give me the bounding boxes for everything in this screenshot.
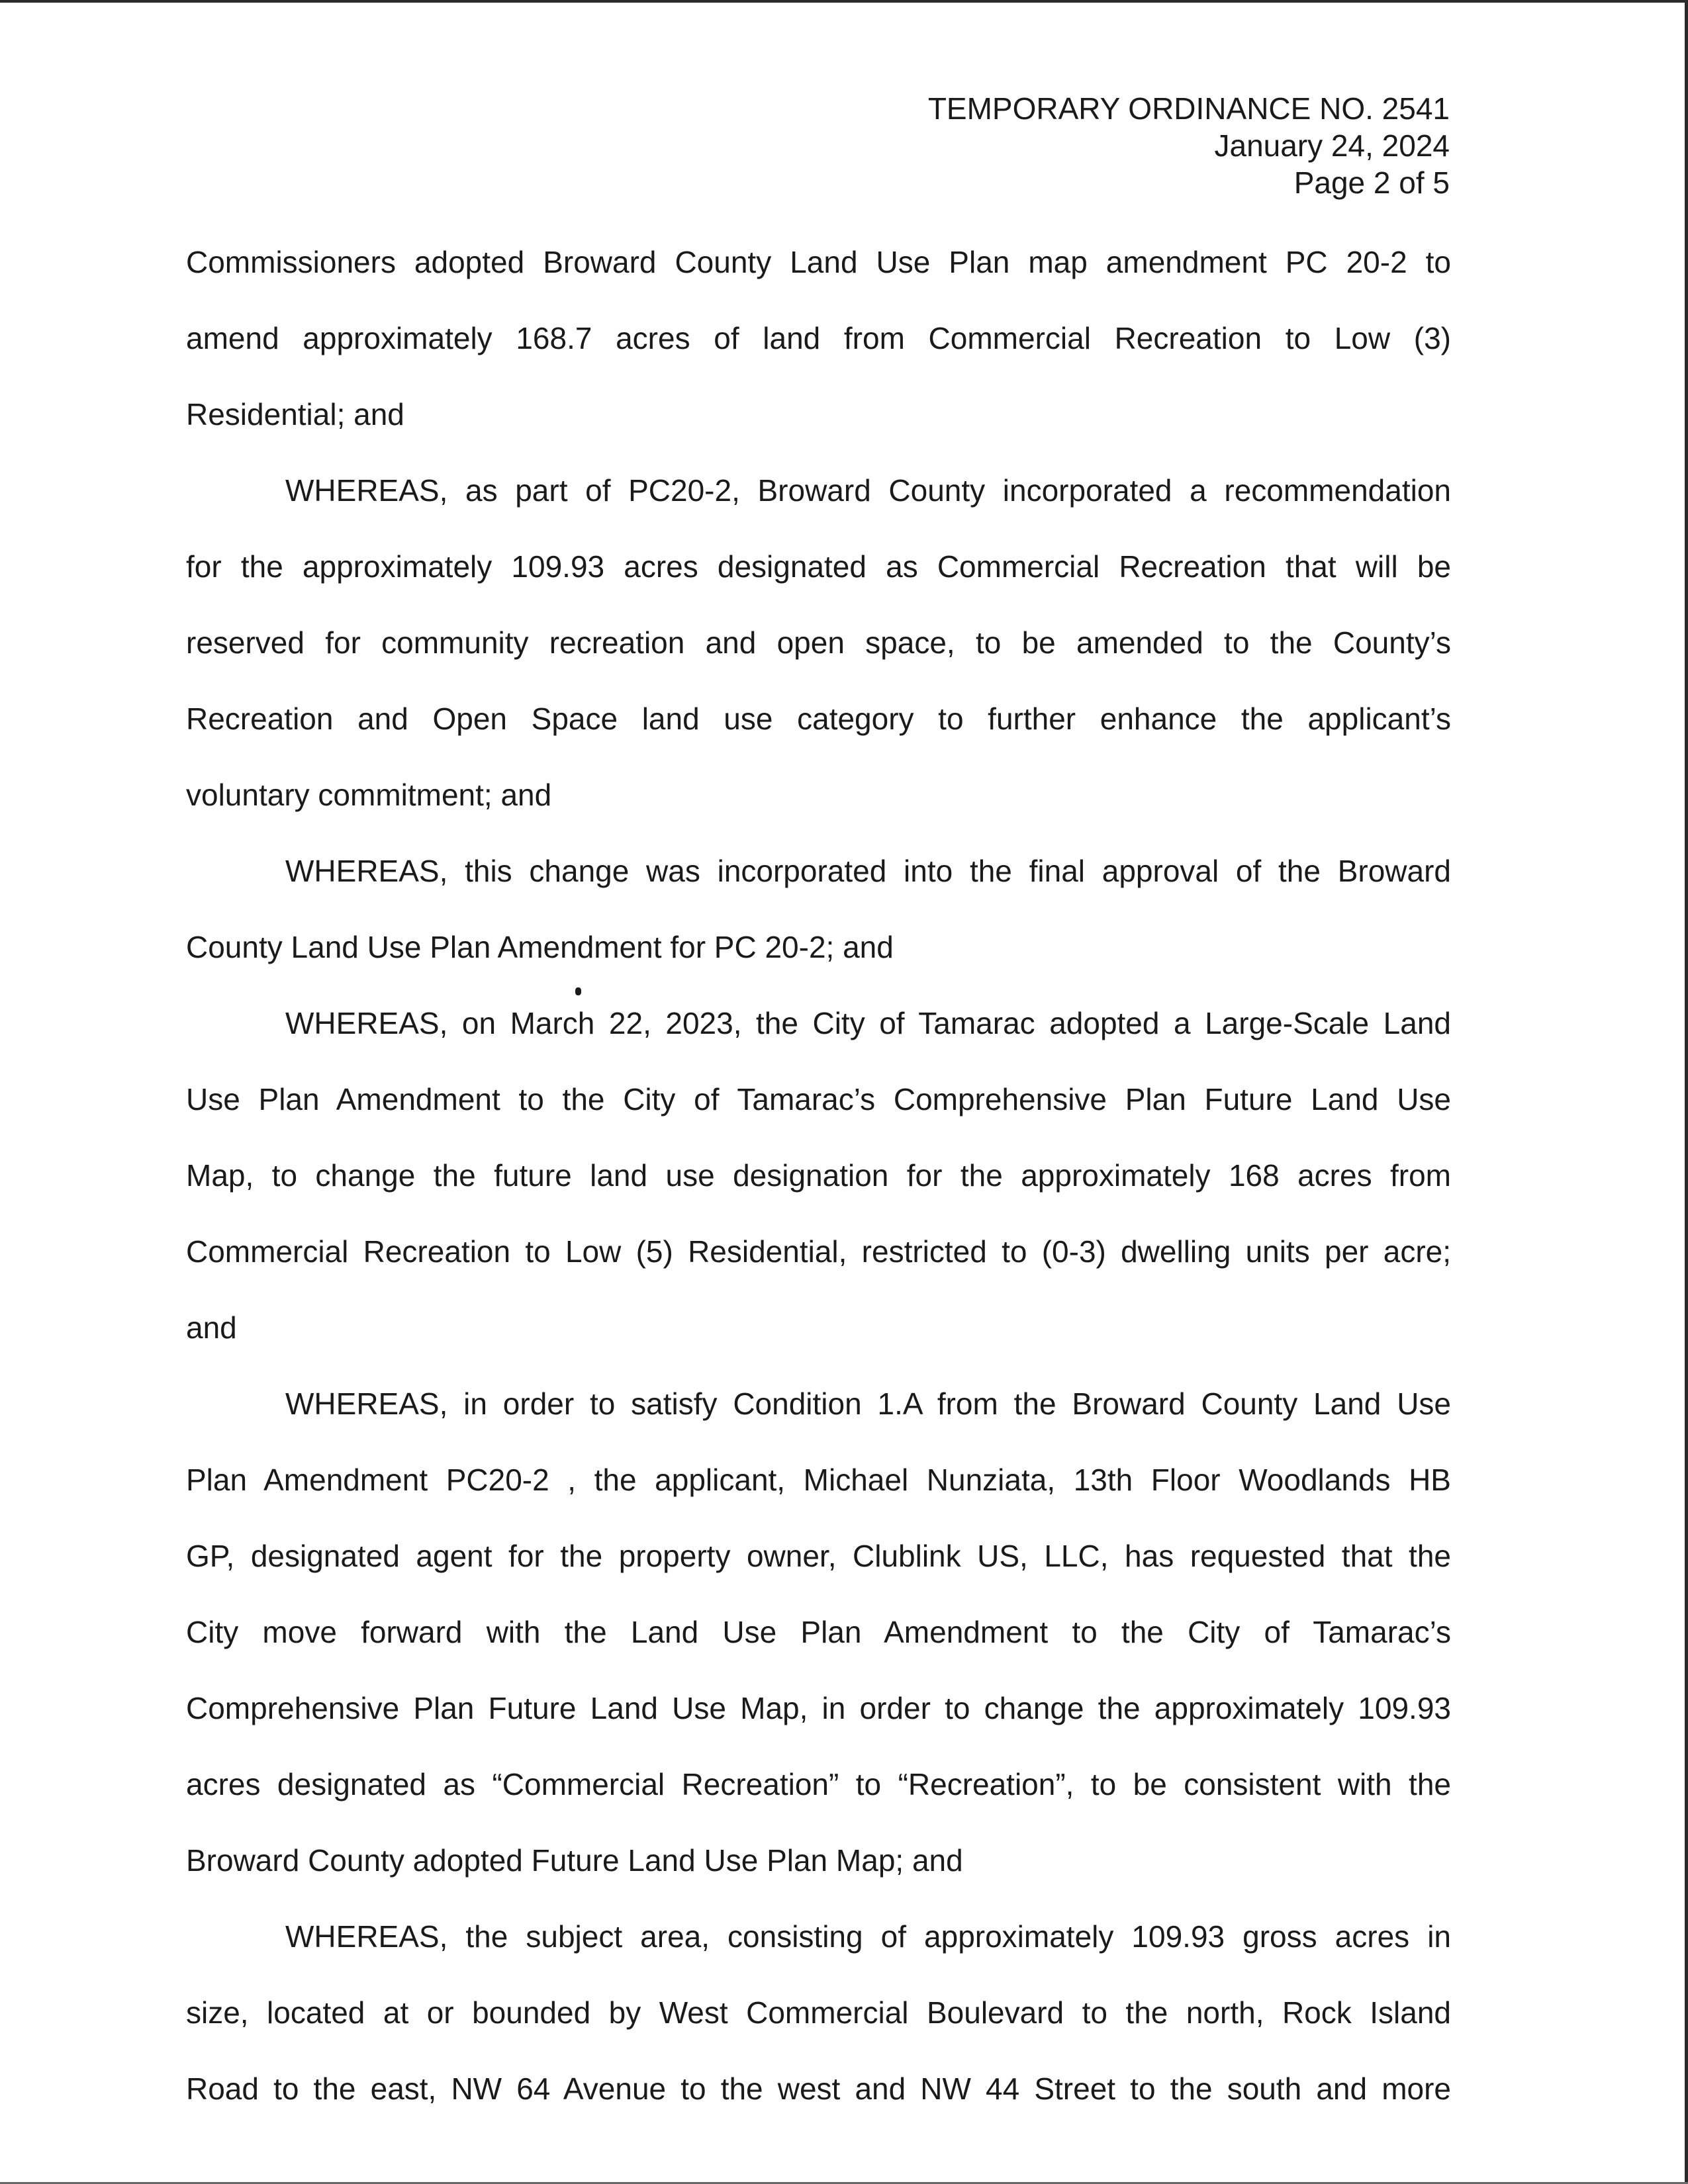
body-line: Broward County adopted Future Land Use Plan Map; and (186, 1843, 963, 1878)
ordinance-body (186, 242, 1451, 2145)
body-line: Residential; and (186, 397, 404, 432)
body-line: Recreation and Open Space land use category to further enhance the applicant’s (186, 702, 1451, 736)
body-line: City move forward with the Land Use Plan Amendment to the City of Tamarac’s (186, 1615, 1451, 1649)
body-line: voluntary commitment; and (186, 778, 552, 812)
body-line: for the approximately 109.93 acres designated as Commercial Recreation that will be (186, 549, 1451, 584)
scan-speck (575, 987, 581, 995)
scan-border-top (0, 0, 1688, 3)
body-line: Comprehensive Plan Future Land Use Map, in order to change the approximately 109.93 (186, 1691, 1451, 1725)
body-line: acres designated as “Commercial Recreation” to “Recreation”, to be consistent with the (186, 1767, 1451, 1801)
page-number: Page 2 of 5 (1293, 165, 1450, 200)
body-line: GP, designated agent for the property owner, Clublink US, LLC, has requested that the (186, 1539, 1451, 1573)
body-line: WHEREAS, in order to satisfy Condition 1.A from the Broward County Land Use (285, 1387, 1451, 1421)
body-line: and (186, 1310, 237, 1345)
body-line: County Land Use Plan Amendment for PC 20-2; and (186, 930, 894, 964)
body-line: Commercial Recreation to Low (5) Residential, restricted to (0-3) dwelling units per acre; (186, 1234, 1451, 1269)
body-line: Plan Amendment PC20-2 , the applicant, Michael Nunziata, 13th Floor Woodlands HB (186, 1463, 1451, 1497)
body-line: WHEREAS, on March 22, 2023, the City of Tamarac adopted a Large-Scale Land (285, 1006, 1451, 1040)
body-line: Use Plan Amendment to the City of Tamarac’s Comprehensive Plan Future Land Use (186, 1082, 1451, 1116)
body-line: WHEREAS, the subject area, consisting of approximately 109.93 gross acres in (285, 1919, 1451, 1954)
body-line: WHEREAS, as part of PC20-2, Broward County incorporated a recommendation (285, 473, 1451, 508)
body-line: Map, to change the future land use designation for the approximately 168 acres from (186, 1158, 1451, 1193)
ordinance-date: January 24, 2024 (1214, 128, 1450, 163)
scan-border-right (1685, 0, 1688, 2184)
page-header (928, 90, 1450, 201)
body-line: amend approximately 168.7 acres of land from Commercial Recreation to Low (3) (186, 321, 1451, 355)
body-line: Commissioners adopted Broward County Land Use Plan map amendment PC 20-2 to (186, 245, 1451, 279)
body-line: reserved for community recreation and open space, to be amended to the County’s (186, 625, 1451, 660)
body-line: Road to the east, NW 64 Avenue to the west and NW 44 Street to the south and more (186, 2071, 1451, 2106)
body-line: size, located at or bounded by West Commercial Boulevard to the north, Rock Island (186, 1995, 1451, 2030)
body-line: WHEREAS, this change was incorporated into the final approval of the Broward (285, 854, 1451, 888)
ordinance-number: TEMPORARY ORDINANCE NO. 2541 (927, 91, 1450, 126)
